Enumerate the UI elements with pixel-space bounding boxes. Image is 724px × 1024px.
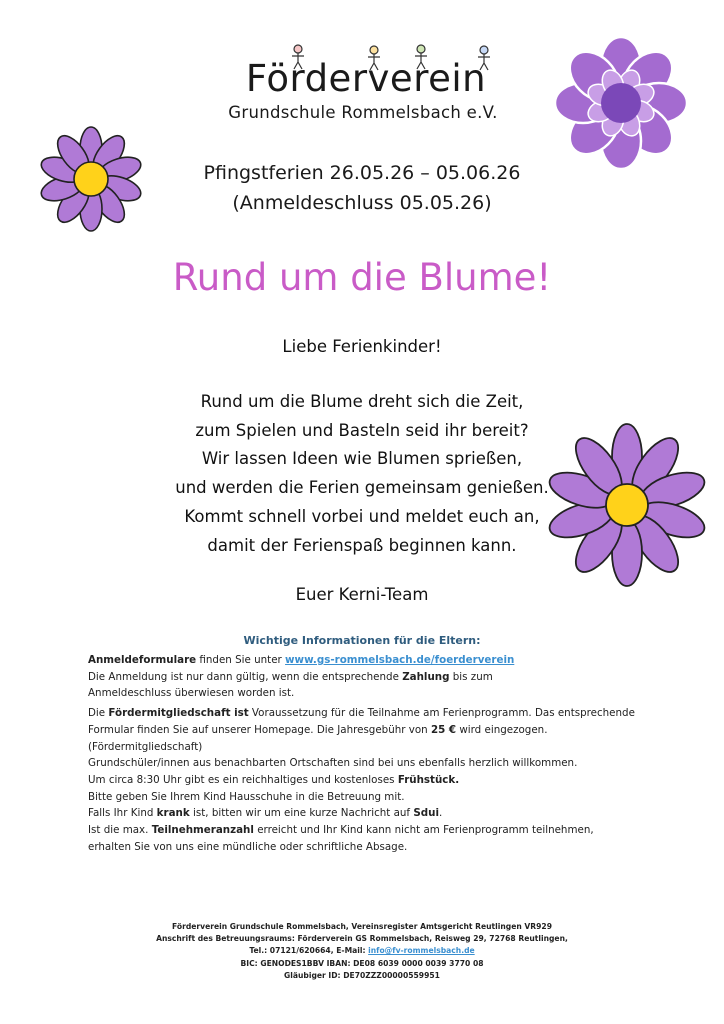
- parent-info: [88, 652, 688, 855]
- flower-top-right-icon: [550, 36, 692, 170]
- holiday-dates: Pfingstferien 26.05.26 – 05.06.26: [203, 162, 521, 184]
- signature: Euer Kerni-Team: [295, 585, 429, 604]
- page-title: Rund um die Blume!: [172, 256, 552, 299]
- footer: [0, 921, 724, 982]
- registration-deadline: (Anmeldeschluss 05.05.26): [232, 192, 492, 214]
- dates-block: [0, 158, 724, 218]
- poem: [0, 388, 724, 560]
- footer-address: Anschrift des Betreuungsraums: Förderverein GS Rommelsbach, Reisweg 29, 72768 Reutlingen,: [156, 934, 568, 944]
- footer-register: Förderverein Grundschule Rommelsbach, Vereinsregister Amtsgericht Reutlingen VR929: [171, 922, 552, 931]
- poem-line: und werden die Ferien gemeinsam genießen.: [175, 478, 549, 498]
- forms-link[interactable]: www.gs-rommelsbach.de/foerderverein: [285, 654, 515, 666]
- info-line-membership-note: (Fördermitgliedschaft): [88, 740, 203, 753]
- footer-contact: Tel.: 07121/620664, E-Mail: info@fv-rommelsbach.de: [249, 946, 475, 956]
- info-line-slippers: Bitte geben Sie Ihrem Kind Hausschuhe in die Betreuung mit.: [88, 790, 405, 803]
- info-line-sick: Falls Ihr Kind krank ist, bitten wir um eine kurze Nachricht auf Sdui.: [88, 807, 443, 820]
- logo-subtitle: Grundschule Rommelsbach e.V.: [228, 103, 498, 122]
- logo: [222, 42, 504, 126]
- info-line-breakfast: Um circa 8:30 Uhr gibt es ein reichhaltiges und kostenloses Frühstück.: [88, 773, 460, 786]
- info-line-rejection: erhalten Sie von uns eine mündliche oder schriftliche Absage.: [88, 840, 408, 853]
- poem-line: Wir lassen Ideen wie Blumen sprießen,: [201, 449, 523, 469]
- greeting: Liebe Ferienkinder!: [282, 337, 442, 356]
- footer-bank: BIC: GENODES1BBV IBAN: DE08 6039 0000 0039 3770 08: [240, 958, 484, 968]
- info-line-payment: Die Anmeldung ist nur dann gültig, wenn die entsprechende Zahlung bis zum: [88, 670, 493, 683]
- info-line-max: Ist die max. Teilnehmeranzahl erreicht und Ihr Kind kann nicht am Ferienprogramm teilnehmen,: [88, 824, 594, 837]
- poem-line: Kommt schnell vorbei und meldet euch an,: [184, 506, 540, 526]
- info-line-fee: Formular finden Sie auf unserer Homepage. Die Jahresgebühr von 25 € wird eingezogen.: [88, 723, 548, 736]
- info-title: Wichtige Informationen für die Eltern:: [243, 634, 481, 647]
- info-line-neighbours: Grundschüler/innen aus benachbarten Ortschaften sind bei uns ebenfalls herzlich willkommen.: [88, 757, 578, 770]
- email-link[interactable]: info@fv-rommelsbach.de: [368, 946, 475, 956]
- logo-title: Förderverein: [245, 57, 487, 100]
- footer-creditor-id: Gläubiger ID: DE70ZZZ00000559951: [284, 970, 440, 980]
- info-line-deadline: Anmeldeschluss überwiesen worden ist.: [88, 687, 295, 700]
- info-line-forms: Anmeldeformulare finden Sie unter www.gs-rommelsbach.de/foerderverein: [88, 654, 515, 666]
- poem-line: damit der Ferienspaß beginnen kann.: [207, 535, 517, 555]
- poem-line: zum Spielen und Basteln seid ihr bereit?: [195, 420, 529, 440]
- info-line-membership: Die Fördermitgliedschaft ist Voraussetzung für die Teilnahme am Ferienprogramm. Das entsprechende: [88, 707, 635, 720]
- poem-line: Rund um die Blume dreht sich die Zeit,: [200, 392, 524, 411]
